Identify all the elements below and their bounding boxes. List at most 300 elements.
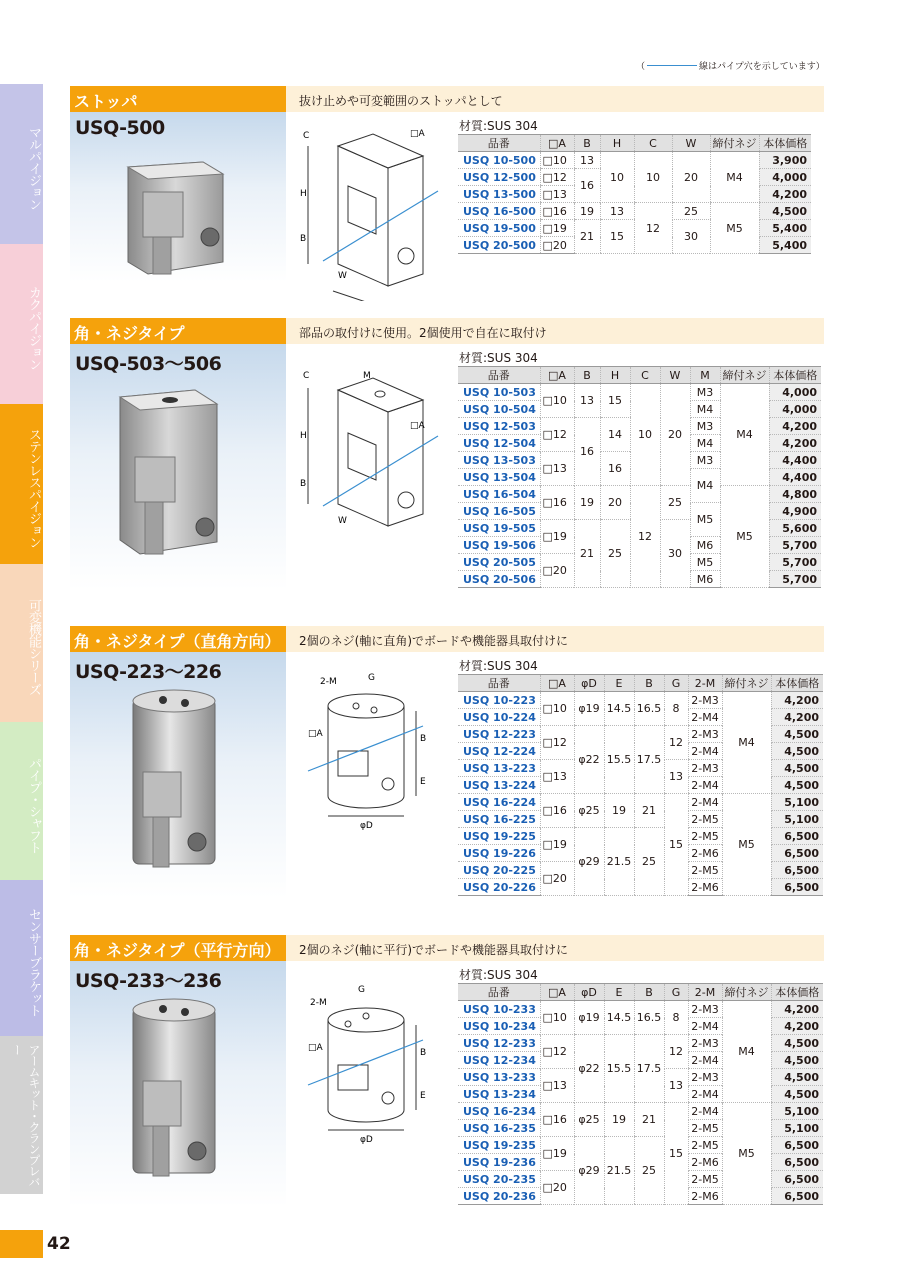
section-square-screw-parallel <box>70 935 824 1215</box>
cell: M4 <box>710 152 759 203</box>
price: 4,200 <box>759 186 811 203</box>
model-panel <box>70 652 286 898</box>
product-photo <box>115 382 230 557</box>
cell: □12 <box>540 726 574 760</box>
section-title: 角・ネジタイプ（平行方向） <box>70 935 286 961</box>
part-number[interactable]: USQ 10-500 <box>458 152 540 169</box>
part-number[interactable]: USQ 20-226 <box>458 879 540 896</box>
model-number: USQ-503〜506 <box>75 353 222 375</box>
price: 4,200 <box>771 709 823 726</box>
col-header: 締付ネジ <box>722 984 771 1001</box>
price: 6,500 <box>771 862 823 879</box>
price: 4,400 <box>769 469 821 486</box>
part-number[interactable]: USQ 12-223 <box>458 726 540 743</box>
product-photo <box>118 152 228 277</box>
cell: 2-M3 <box>688 692 722 709</box>
table-header-row <box>458 367 821 384</box>
cell: □12 <box>540 418 574 452</box>
part-number[interactable]: USQ 19-225 <box>458 828 540 845</box>
price: 4,500 <box>771 760 823 777</box>
cell: M5 <box>722 1103 771 1205</box>
model-number: USQ-223〜226 <box>75 661 222 683</box>
col-header: W <box>672 135 710 152</box>
cell: 2-M4 <box>688 777 722 794</box>
part-number[interactable]: USQ 19-226 <box>458 845 540 862</box>
product-photo <box>125 996 225 1186</box>
col-header: H <box>600 135 634 152</box>
cell: 19 <box>604 794 634 828</box>
dim-a-label: □A <box>308 729 323 739</box>
part-number[interactable]: USQ 10-504 <box>458 401 540 418</box>
dim-c-label: C <box>303 371 310 381</box>
part-number[interactable]: USQ 16-234 <box>458 1103 540 1120</box>
sidebar-tab-pipe-shaft[interactable]: パイプ・シャフト <box>0 722 43 880</box>
cell: 2-M3 <box>688 726 722 743</box>
col-header: 本体価格 <box>771 675 823 692</box>
col-header: 締付ネジ <box>720 367 769 384</box>
section-description: 2個のネジ(軸に平行)でボードや機能器具取付けに <box>299 943 568 957</box>
col-header: φD <box>574 984 604 1001</box>
cell: 21 <box>634 1103 664 1137</box>
part-number[interactable]: USQ 10-223 <box>458 692 540 709</box>
cell: 16 <box>574 169 600 203</box>
col-header: B <box>574 135 600 152</box>
cell: □20 <box>540 862 574 896</box>
cell: 14.5 <box>604 1001 634 1035</box>
table-row <box>458 152 811 169</box>
cell: 2-M4 <box>688 794 722 811</box>
spec-table <box>458 134 811 254</box>
part-number[interactable]: USQ 10-234 <box>458 1018 540 1035</box>
cell: 8 <box>664 692 688 726</box>
col-header: □A <box>540 675 574 692</box>
section-description: 2個のネジ(軸に直角)でボードや機能器具取付けに <box>299 634 568 648</box>
col-header: G <box>664 675 688 692</box>
cell: φ25 <box>574 1103 604 1137</box>
part-number[interactable]: USQ 19-235 <box>458 1137 540 1154</box>
dim-b-label: B <box>300 479 307 489</box>
part-number[interactable]: USQ 16-224 <box>458 794 540 811</box>
part-number[interactable]: USQ 12-504 <box>458 435 540 452</box>
cell: □19 <box>540 828 574 862</box>
dim-a-label: □A <box>410 421 425 431</box>
price: 5,700 <box>769 571 821 588</box>
cell: 2-M3 <box>688 1069 722 1086</box>
cell: M5 <box>722 794 771 896</box>
sidebar-tab-kaku[interactable]: カクパイジョン <box>0 244 43 404</box>
dim-a-label: □A <box>308 1043 323 1053</box>
cell: 25 <box>634 1137 664 1205</box>
dim-g-label: G <box>368 673 375 683</box>
cell: □19 <box>540 520 574 554</box>
price: 5,400 <box>759 237 811 254</box>
dimension-drawing <box>298 116 443 301</box>
price: 4,500 <box>771 1069 823 1086</box>
price: 6,500 <box>771 828 823 845</box>
cell: 21 <box>574 220 600 254</box>
part-number[interactable]: USQ 13-234 <box>458 1086 540 1103</box>
cell: 10 <box>600 152 634 203</box>
col-header: H <box>600 367 630 384</box>
cell: 2-M4 <box>688 1086 722 1103</box>
cell: M5 <box>690 554 720 571</box>
part-number[interactable]: USQ 20-506 <box>458 571 540 588</box>
cell: 15.5 <box>604 726 634 794</box>
cell: □10 <box>540 1001 574 1035</box>
col-header: 本体価格 <box>771 984 823 1001</box>
part-number[interactable]: USQ 20-225 <box>458 862 540 879</box>
model-panel <box>70 112 286 282</box>
cell: 16.5 <box>634 692 664 726</box>
price: 6,500 <box>771 1171 823 1188</box>
cell: 20 <box>600 486 630 520</box>
dim-2m-label: 2-M <box>310 998 327 1008</box>
cell: 2-M3 <box>688 760 722 777</box>
part-number[interactable]: USQ 20-500 <box>458 237 540 254</box>
col-header: M <box>690 367 720 384</box>
cell: □16 <box>540 486 574 520</box>
cell: 17.5 <box>634 1035 664 1103</box>
cell: 20 <box>672 152 710 203</box>
cell: 2-M3 <box>688 1001 722 1018</box>
price: 4,200 <box>771 1001 823 1018</box>
price: 4,200 <box>771 692 823 709</box>
section-header <box>70 935 824 961</box>
col-header: E <box>604 984 634 1001</box>
part-number[interactable]: USQ 13-223 <box>458 760 540 777</box>
dim-a-label: □A <box>410 129 425 139</box>
cell: 2-M5 <box>688 1171 722 1188</box>
cell: 15 <box>600 220 634 254</box>
table-row <box>458 486 821 503</box>
price: 6,500 <box>771 1188 823 1205</box>
note-text: 線はパイプ穴を示しています） <box>699 62 825 72</box>
page-number-bar <box>0 1230 43 1258</box>
cell: 2-M5 <box>688 828 722 845</box>
model-panel <box>70 961 286 1207</box>
cell: 21.5 <box>604 1137 634 1205</box>
part-number[interactable]: USQ 12-233 <box>458 1035 540 1052</box>
part-number[interactable]: USQ 19-236 <box>458 1154 540 1171</box>
cell: M5 <box>710 203 759 254</box>
table-header-row <box>458 984 823 1001</box>
col-header: C <box>630 367 660 384</box>
price: 5,100 <box>771 1103 823 1120</box>
section-description: 部品の取付けに使用。2個使用で自在に取付け <box>299 326 547 340</box>
price: 4,000 <box>769 401 821 418</box>
cell: M4 <box>720 384 769 486</box>
price: 5,400 <box>759 220 811 237</box>
dim-w-label: W <box>338 271 347 281</box>
dim-d-label: φD <box>360 1135 373 1145</box>
dim-m-label: M <box>363 371 371 381</box>
cell: □20 <box>540 554 574 588</box>
cell: φ25 <box>574 794 604 828</box>
cell: 16 <box>600 452 630 486</box>
price: 4,900 <box>769 503 821 520</box>
part-number[interactable]: USQ 16-225 <box>458 811 540 828</box>
cell: 2-M4 <box>688 1052 722 1069</box>
cell: 2-M3 <box>688 1035 722 1052</box>
cell: 10 <box>630 384 660 486</box>
cell: □19 <box>540 1137 574 1171</box>
dimension-drawing <box>298 666 443 831</box>
section-description: 抜け止めや可変範囲のストッパとして <box>299 94 503 108</box>
cell: □12 <box>540 1035 574 1069</box>
part-number[interactable]: USQ 10-233 <box>458 1001 540 1018</box>
cell: 2-M5 <box>688 1120 722 1137</box>
cell: φ29 <box>574 1137 604 1205</box>
col-header: 本体価格 <box>769 367 821 384</box>
col-header: 品番 <box>458 984 540 1001</box>
part-number[interactable]: USQ 12-503 <box>458 418 540 435</box>
cell: M3 <box>690 418 720 435</box>
cell: □20 <box>540 237 574 254</box>
price: 6,500 <box>771 845 823 862</box>
model-panel <box>70 344 286 590</box>
part-number[interactable]: USQ 20-505 <box>458 554 540 571</box>
section-header <box>70 318 824 344</box>
cell: 2-M6 <box>688 879 722 896</box>
cell: 25 <box>600 520 630 588</box>
price: 5,100 <box>771 794 823 811</box>
cell: 25 <box>634 828 664 896</box>
part-number[interactable]: USQ 13-224 <box>458 777 540 794</box>
cell: 13 <box>664 760 688 794</box>
dim-h-label: H <box>300 431 307 441</box>
material-label: 材質:SUS 304 <box>459 968 538 982</box>
cell: M4 <box>690 469 720 503</box>
cell: 2-M6 <box>688 845 722 862</box>
cell: 19 <box>604 1103 634 1137</box>
part-number[interactable]: USQ 16-500 <box>458 203 540 220</box>
section-header <box>70 86 824 112</box>
spec-table <box>458 983 823 1205</box>
dim-c-label: C <box>303 131 310 141</box>
cell: φ22 <box>574 1035 604 1103</box>
dim-g-label: G <box>358 985 365 995</box>
material-label: 材質:SUS 304 <box>459 351 538 365</box>
cell: 2-M5 <box>688 862 722 879</box>
dim-b-label: B <box>300 234 307 244</box>
part-number[interactable]: USQ 16-235 <box>458 1120 540 1137</box>
cell: 2-M5 <box>688 1137 722 1154</box>
cell: 12 <box>664 726 688 760</box>
col-header: 2-M <box>688 675 722 692</box>
col-header: □A <box>540 367 574 384</box>
table-row <box>458 794 823 811</box>
part-number[interactable]: USQ 16-505 <box>458 503 540 520</box>
model-number: USQ-500 <box>75 117 165 139</box>
dim-w-label: W <box>338 516 347 526</box>
col-header: φD <box>574 675 604 692</box>
price: 4,500 <box>771 743 823 760</box>
dim-h-label: H <box>300 189 307 199</box>
price: 4,500 <box>771 726 823 743</box>
price: 4,500 <box>759 203 811 220</box>
table-row <box>458 1001 823 1018</box>
cell: 13 <box>600 203 634 220</box>
section-square-screw <box>70 318 824 608</box>
cell: 21 <box>634 794 664 828</box>
part-number[interactable]: USQ 19-505 <box>458 520 540 537</box>
dim-e-label: E <box>420 777 426 787</box>
cell: φ19 <box>574 692 604 726</box>
cell: 14 <box>600 418 630 452</box>
dim-e-label: E <box>420 1091 426 1101</box>
cell: □10 <box>540 692 574 726</box>
cell: M6 <box>690 537 720 554</box>
part-number[interactable]: USQ 13-504 <box>458 469 540 486</box>
dim-b-label: B <box>420 734 427 744</box>
part-number[interactable]: USQ 19-500 <box>458 220 540 237</box>
price: 4,000 <box>759 169 811 186</box>
cell: 16 <box>574 418 600 486</box>
cell: 17.5 <box>634 726 664 794</box>
cell: 13 <box>574 152 600 169</box>
part-number[interactable]: USQ 10-224 <box>458 709 540 726</box>
part-number[interactable]: USQ 12-500 <box>458 169 540 186</box>
cell: φ29 <box>574 828 604 896</box>
part-number[interactable]: USQ 16-504 <box>458 486 540 503</box>
cell: M3 <box>690 384 720 401</box>
cell: 25 <box>660 486 690 520</box>
cell: □19 <box>540 220 574 237</box>
price: 6,500 <box>771 879 823 896</box>
cell: M5 <box>690 503 720 537</box>
col-header: 品番 <box>458 367 540 384</box>
cell: □20 <box>540 1171 574 1205</box>
model-number: USQ-233〜236 <box>75 970 222 992</box>
part-number[interactable]: USQ 19-506 <box>458 537 540 554</box>
pipe-hole-line <box>323 436 438 506</box>
price: 5,100 <box>771 811 823 828</box>
part-number[interactable]: USQ 20-235 <box>458 1171 540 1188</box>
cell: 2-M5 <box>688 811 722 828</box>
col-header: E <box>604 675 634 692</box>
price: 4,000 <box>769 384 821 401</box>
cell: 2-M4 <box>688 709 722 726</box>
cell: 20 <box>660 384 690 486</box>
price: 4,200 <box>769 418 821 435</box>
col-header: G <box>664 984 688 1001</box>
cell: 2-M4 <box>688 1103 722 1120</box>
cell: M4 <box>722 1001 771 1103</box>
section-title: ストッパ <box>70 86 286 112</box>
cell: 2-M4 <box>688 1018 722 1035</box>
section-header <box>70 626 824 652</box>
cell: 12 <box>664 1035 688 1069</box>
cell: 13 <box>664 1069 688 1103</box>
col-header: W <box>660 367 690 384</box>
sidebar-tab-variable[interactable]: 可変機能シリーズ <box>0 564 43 722</box>
price: 3,900 <box>759 152 811 169</box>
pipe-hole-note <box>636 59 825 72</box>
part-number[interactable]: USQ 12-224 <box>458 743 540 760</box>
price: 6,500 <box>771 1137 823 1154</box>
col-header: 品番 <box>458 675 540 692</box>
price: 4,500 <box>771 777 823 794</box>
table-row <box>458 203 811 220</box>
cell: □16 <box>540 1103 574 1137</box>
col-header: C <box>634 135 672 152</box>
table-header-row <box>458 675 823 692</box>
cell: 19 <box>574 486 600 520</box>
cell: 14.5 <box>604 692 634 726</box>
part-number[interactable]: USQ 20-236 <box>458 1188 540 1205</box>
part-number[interactable]: USQ 12-234 <box>458 1052 540 1069</box>
cell: 10 <box>634 152 672 203</box>
cell: □10 <box>540 152 574 169</box>
col-header: B <box>634 675 664 692</box>
dim-b-label: B <box>420 1048 427 1058</box>
col-header: 締付ネジ <box>710 135 759 152</box>
part-number[interactable]: USQ 13-500 <box>458 186 540 203</box>
part-number[interactable]: USQ 13-503 <box>458 452 540 469</box>
cell: 15 <box>664 794 688 896</box>
dim-2m-label: 2-M <box>320 677 337 687</box>
cell: □12 <box>540 169 574 186</box>
cell: 15 <box>600 384 630 418</box>
cell: 2-M4 <box>688 743 722 760</box>
cell: 19 <box>574 203 600 220</box>
price: 5,600 <box>769 520 821 537</box>
cell: M5 <box>720 486 769 588</box>
product-photo <box>125 687 225 877</box>
cell: 12 <box>634 203 672 254</box>
cell: 25 <box>672 203 710 220</box>
spec-table <box>458 366 821 588</box>
cell: M6 <box>690 571 720 588</box>
table-row <box>458 692 823 709</box>
sidebar-tab-arm-kit[interactable]: アームキット・クランプレバー <box>0 1036 43 1194</box>
cell: φ22 <box>574 726 604 794</box>
price: 5,700 <box>769 537 821 554</box>
price: 4,200 <box>771 1018 823 1035</box>
note-open-paren: （ <box>636 62 646 72</box>
sidebar-tab-sensor-bracket[interactable]: センサーブラケット <box>0 880 43 1036</box>
sidebar-tab-maru[interactable]: マルパイジョン <box>0 84 43 244</box>
pipe-hole-line <box>308 726 423 771</box>
cell: □13 <box>540 1069 574 1103</box>
material-label: 材質:SUS 304 <box>459 659 538 673</box>
price: 4,500 <box>771 1052 823 1069</box>
sidebar-tab-stainless[interactable]: ステンレスパイジョン <box>0 404 43 564</box>
cell: □13 <box>540 760 574 794</box>
col-header: B <box>574 367 600 384</box>
cell: 8 <box>664 1001 688 1035</box>
cell: □16 <box>540 203 574 220</box>
page-number: 42 <box>47 1234 71 1254</box>
price: 6,500 <box>771 1154 823 1171</box>
section-title: 角・ネジタイプ <box>70 318 286 344</box>
cell: φ19 <box>574 1001 604 1035</box>
part-number[interactable]: USQ 10-503 <box>458 384 540 401</box>
price: 5,100 <box>771 1120 823 1137</box>
material-label: 材質:SUS 304 <box>459 119 538 133</box>
table-header-row <box>458 135 811 152</box>
pipe-hole-line <box>323 191 438 261</box>
price: 5,700 <box>769 554 821 571</box>
cell: M3 <box>690 452 720 469</box>
col-header: 2-M <box>688 984 722 1001</box>
cell: 15 <box>664 1103 688 1205</box>
part-number[interactable]: USQ 13-233 <box>458 1069 540 1086</box>
cell: □13 <box>540 186 574 203</box>
cell: 12 <box>630 486 660 588</box>
table-row <box>458 1103 823 1120</box>
price: 4,800 <box>769 486 821 503</box>
